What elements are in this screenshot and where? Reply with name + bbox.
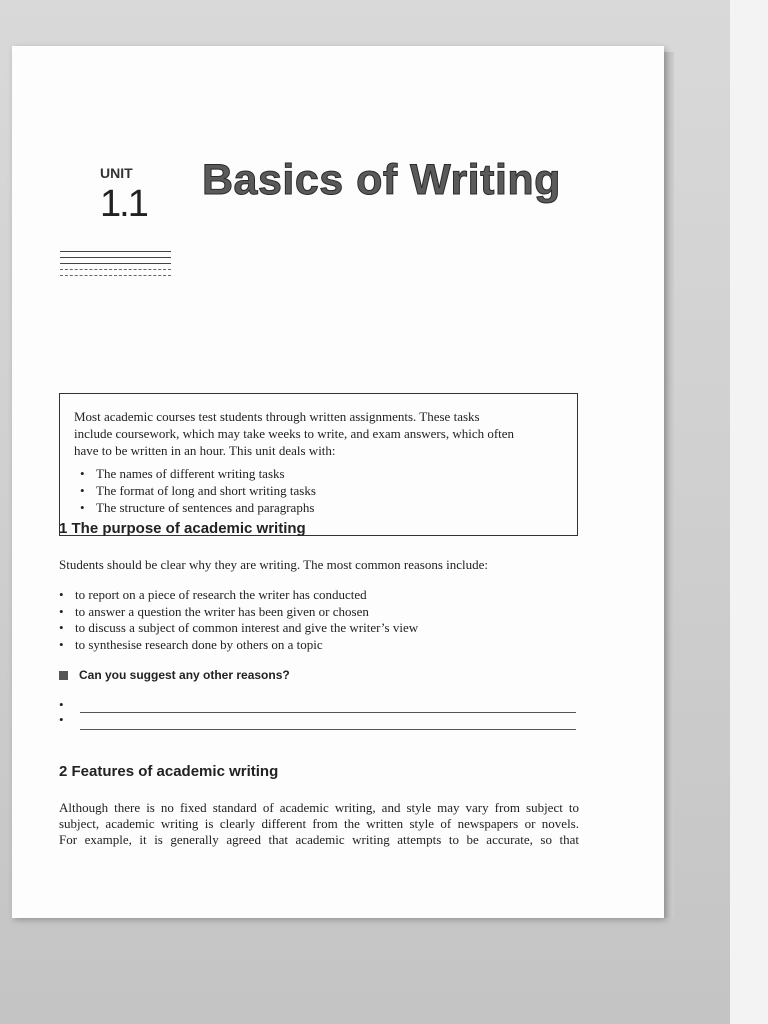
section-2-paragraph xyxy=(59,800,579,848)
task-prompt-text: Can you suggest any other reasons? xyxy=(79,668,290,682)
book-page-edge xyxy=(664,52,674,918)
section-1-heading: 1 The purpose of academic writing xyxy=(59,520,306,537)
section-1-bullet: • to answer a question the writer has been given or chosen xyxy=(59,604,559,621)
paragraph-line: For example, it is generally agreed that academic writing attempts to be accurate, so that xyxy=(59,832,579,847)
intro-text-line: Most academic courses test students through written assignments. These tasks xyxy=(74,409,480,424)
answer-line[interactable] xyxy=(80,712,576,713)
section-2-heading: 2 Features of academic writing xyxy=(59,763,279,780)
intro-text-line: include coursework, which may take weeks to write, and exam answers, which often xyxy=(74,426,515,441)
answer-bullet-icon: • xyxy=(59,712,64,727)
intro-bullet: • The structure of sentences and paragraphs xyxy=(80,499,563,516)
task-prompt xyxy=(59,668,290,682)
answer-line[interactable] xyxy=(80,729,576,730)
section-1-bullet: • to discuss a subject of common interest and give the writer’s view xyxy=(59,620,559,637)
intro-bullet: • The format of long and short writing tasks xyxy=(80,482,563,499)
section-1-bullet-list xyxy=(59,587,559,653)
unit-number: 1.1 xyxy=(100,183,147,225)
paragraph-line: subject, academic writing is clearly different from the written style of newspapers or novels. xyxy=(59,816,579,831)
unit-label: UNIT xyxy=(100,165,133,181)
answer-bullet-icon: • xyxy=(59,697,64,712)
book-page xyxy=(12,46,664,918)
decorative-rules xyxy=(60,251,171,281)
paragraph-line: Although there is no fixed standard of academic writing, and style may vary from subject to xyxy=(59,800,579,815)
page-title: Basics of Writing xyxy=(202,156,561,204)
scan-background-edge xyxy=(730,0,768,1024)
section-1-intro: Students should be clear why they are writing. The most common reasons include: xyxy=(59,557,489,572)
intro-text-line: have to be written in an hour. This unit deals with: xyxy=(74,443,336,458)
intro-bullet-list xyxy=(74,465,563,516)
task-square-icon xyxy=(59,671,68,680)
section-1-bullet: • to synthesise research done by others on a topic xyxy=(59,637,559,654)
section-1-bullet: • to report on a piece of research the writer has conducted xyxy=(59,587,559,604)
intro-text xyxy=(74,408,563,459)
intro-box xyxy=(59,393,578,536)
intro-bullet: • The names of different writing tasks xyxy=(80,465,563,482)
